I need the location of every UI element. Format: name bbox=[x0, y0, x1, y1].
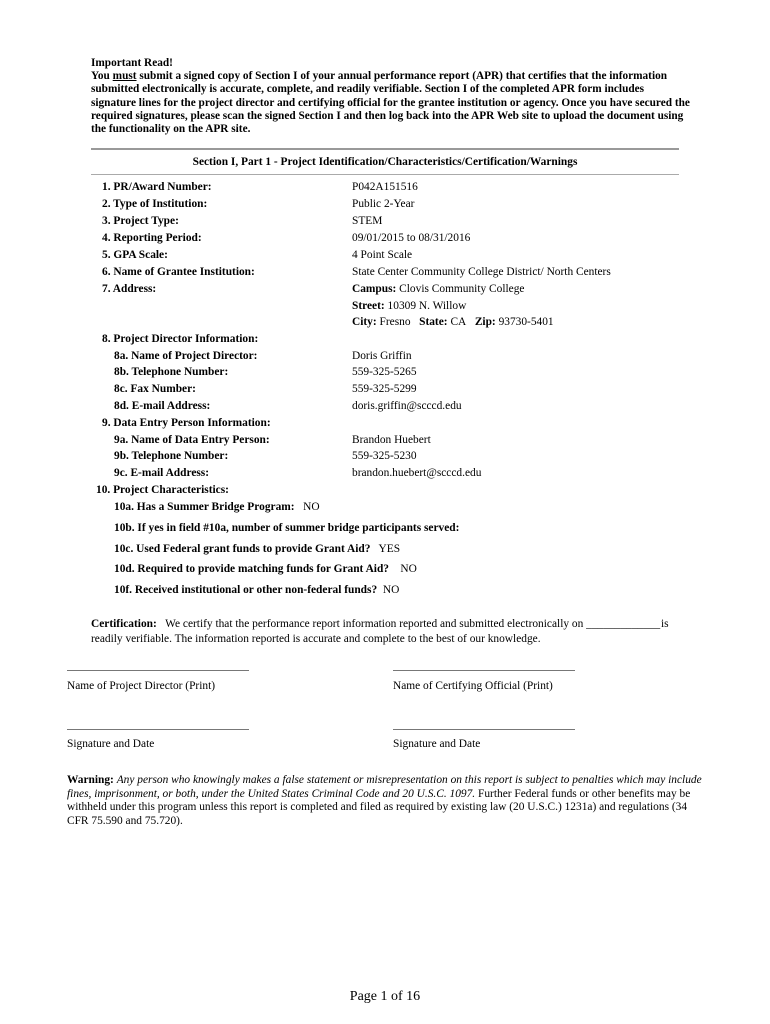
street-value: 10309 N. Willow bbox=[387, 300, 467, 312]
section-title: Section I, Part 1 - Project Identification/Characteristics/Certification/Warnings bbox=[192, 156, 578, 168]
field-value-10d: NO bbox=[400, 563, 417, 575]
field-10a bbox=[114, 501, 320, 513]
state-value: CA bbox=[450, 316, 467, 328]
field-label-9c: 9c. E-mail Address: bbox=[114, 467, 210, 479]
certification-block bbox=[91, 617, 681, 647]
field-label-8c: 8c. Fax Number: bbox=[114, 383, 196, 395]
street-label: Street: bbox=[352, 300, 385, 312]
field-value-10f: NO bbox=[382, 584, 400, 596]
official-signature-caption: Signature and Date bbox=[393, 738, 481, 750]
director-name-caption: Name of Project Director (Print) bbox=[67, 680, 216, 692]
field-value-director-name: Doris Griffin bbox=[352, 350, 412, 362]
campus-label: Campus: bbox=[352, 283, 397, 295]
certification-text-is: is bbox=[661, 618, 669, 630]
field-value-data-entry-phone: 559-325-5230 bbox=[352, 450, 417, 462]
field-value-director-email: doris.griffin@scccd.edu bbox=[352, 400, 462, 412]
section-rule bbox=[91, 174, 679, 175]
field-value-street bbox=[352, 300, 466, 312]
official-signature-line bbox=[393, 729, 575, 730]
field-value-grantee-institution: State Center Community College District/ North Centers bbox=[352, 266, 611, 278]
field-label-6: 6. Name of Grantee Institution: bbox=[102, 266, 255, 278]
field-value-10c: YES bbox=[378, 543, 401, 555]
field-label-8d: 8d. E-mail Address: bbox=[114, 400, 211, 412]
field-label-10f: 10f. Received institutional or other non-federal funds? bbox=[114, 584, 378, 596]
field-value-institution-type: Public 2-Year bbox=[352, 198, 415, 210]
field-label-2: 2. Type of Institution: bbox=[102, 198, 208, 210]
field-value-pr-award: P042A151516 bbox=[352, 181, 418, 193]
field-value-gpa-scale: 4 Point Scale bbox=[352, 249, 413, 261]
field-label-1: 1. PR/Award Number: bbox=[102, 181, 212, 193]
field-10c bbox=[114, 543, 400, 555]
field-value-campus bbox=[352, 283, 524, 295]
city-label: City: bbox=[352, 316, 377, 328]
field-label-8b: 8b. Telephone Number: bbox=[114, 366, 229, 378]
city-value: Fresno bbox=[379, 316, 411, 328]
warning-block bbox=[67, 774, 707, 828]
zip-label: Zip: bbox=[474, 316, 496, 328]
field-label-10c: 10c. Used Federal grant funds to provide Grant Aid? bbox=[114, 543, 371, 555]
important-notice bbox=[91, 57, 691, 136]
field-label-4: 4. Reporting Period: bbox=[102, 232, 202, 244]
campus-value: Clovis Community College bbox=[399, 283, 525, 295]
field-label-10d: 10d. Required to provide matching funds for Grant Aid? bbox=[114, 563, 389, 575]
field-label-8: 8. Project Director Information: bbox=[102, 333, 259, 345]
page-number: Page 1 of 16 bbox=[349, 989, 421, 1004]
warning-plain-text: Further Federal funds or other benefits may be withheld under this program unless this report is completed and filed as required by existing law (20 U.S.C.) 1231a) and regulations (34 CFR 75.590 and 75.720). bbox=[67, 787, 691, 827]
warning-label: Warning: bbox=[67, 774, 114, 786]
field-label-9b: 9b. Telephone Number: bbox=[114, 450, 229, 462]
field-10f bbox=[114, 584, 399, 596]
field-label-3: 3. Project Type: bbox=[102, 215, 179, 227]
official-name-line bbox=[393, 670, 575, 671]
field-label-5: 5. GPA Scale: bbox=[102, 249, 168, 261]
notice-body bbox=[91, 70, 691, 136]
certification-text: We certify that the performance report information reported and submitted electronically on bbox=[165, 618, 584, 630]
field-value-10a: NO bbox=[303, 501, 320, 513]
certification-text-continued: readily verifiable. The information reported is accurate and complete to the best of our knowledge. bbox=[91, 633, 541, 645]
field-value-director-phone: 559-325-5265 bbox=[352, 366, 417, 378]
director-signature-caption: Signature and Date bbox=[67, 738, 155, 750]
notice-heading: Important Read! bbox=[91, 57, 173, 69]
field-value-city bbox=[352, 316, 554, 328]
notice-must: must bbox=[112, 70, 137, 83]
field-value-project-type: STEM bbox=[352, 215, 383, 227]
field-label-10: 10. Project Characteristics: bbox=[96, 484, 229, 496]
field-label-9a: 9a. Name of Data Entry Person: bbox=[114, 434, 270, 446]
director-name-line bbox=[67, 670, 249, 671]
field-value-director-fax: 559-325-5299 bbox=[352, 383, 417, 395]
warning-italic-text: Any person who knowingly makes a false statement or misrepresentation on this report is subject to penalties which may include fines, imprisonment, or both, under the United States Criminal Code and 20 U.S.C. 1097. bbox=[67, 774, 702, 800]
field-label-10b: 10b. If yes in field #10a, number of summer bridge participants served: bbox=[114, 522, 460, 534]
field-label-7: 7. Address: bbox=[102, 283, 157, 295]
director-signature-line bbox=[67, 729, 249, 730]
field-10d bbox=[114, 563, 417, 575]
certification-label: Certification: bbox=[91, 618, 157, 630]
field-label-8a: 8a. Name of Project Director: bbox=[114, 350, 258, 362]
zip-value: 93730-5401 bbox=[498, 316, 554, 328]
field-value-data-entry-email: brandon.huebert@scccd.edu bbox=[352, 467, 482, 479]
field-label-9: 9. Data Entry Person Information: bbox=[102, 417, 271, 429]
state-label: State: bbox=[419, 316, 448, 328]
notice-text-rest: submit a signed copy of Section I of your annual performance report (APR) that certifies that the information submitted electronically is accurate, complete, and readily verifiable. Section I of the completed APR form includes signature lines for the project director and certifying official for the grantee institution or agency. Once you have secured the required signatures, please scan the signed Section I and then log back into the APR Web site to upload the document using the functionality on the APR site. bbox=[91, 70, 690, 136]
field-value-reporting-period: 09/01/2015 to 08/31/2016 bbox=[352, 232, 471, 244]
official-name-caption: Name of Certifying Official (Print) bbox=[393, 680, 553, 692]
top-rule bbox=[91, 148, 679, 150]
field-label-10a: 10a. Has a Summer Bridge Program: bbox=[114, 501, 295, 513]
certification-date-blank: _____________ bbox=[586, 618, 661, 630]
field-value-data-entry-name: Brandon Huebert bbox=[352, 434, 431, 446]
notice-text-start: You bbox=[91, 70, 113, 83]
